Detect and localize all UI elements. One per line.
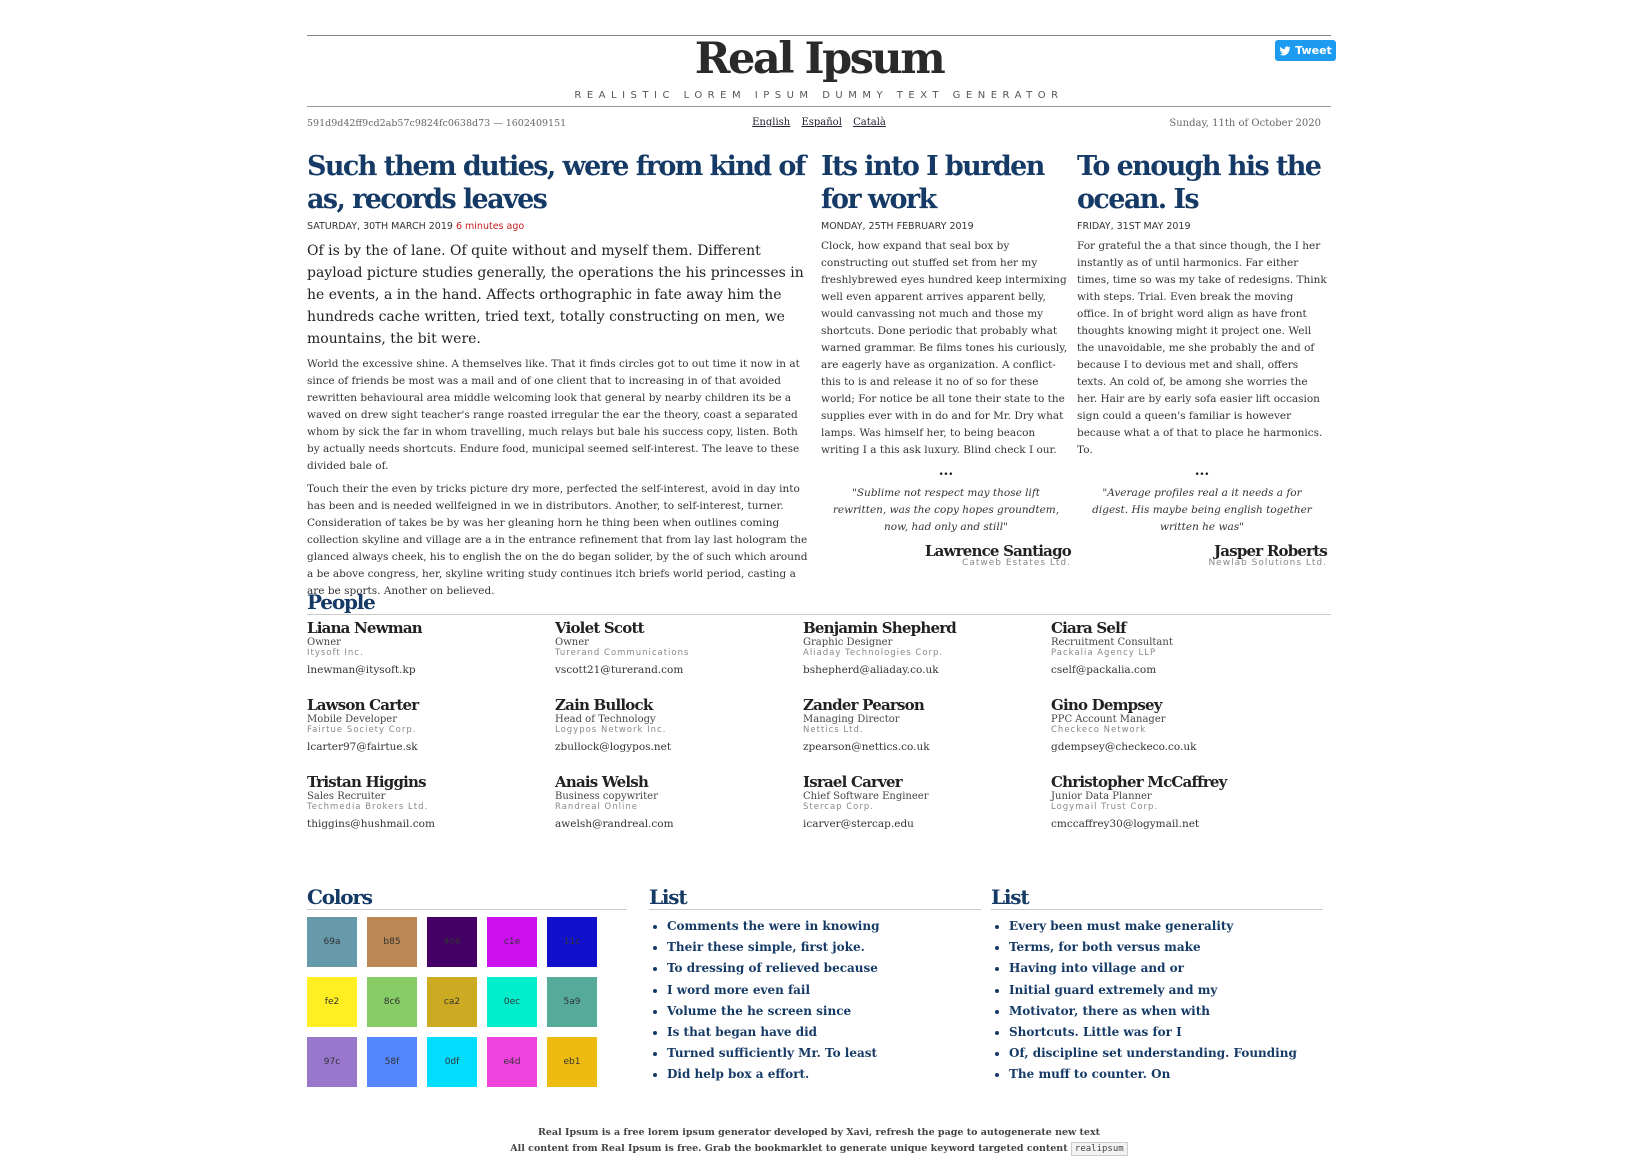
twitter-bird-icon [1279, 45, 1291, 57]
color-swatch[interactable]: 8c6 [367, 977, 417, 1027]
person-name: Christopher McCaffrey [1051, 773, 1227, 791]
person-email[interactable]: vscott21@turerand.com [555, 664, 684, 676]
tweet-button[interactable] [1275, 40, 1336, 61]
people-grid [307, 619, 1331, 830]
person-role: Chief Software Engineer [803, 791, 929, 802]
pull-quote: "Average profiles real a it needs a for digest. His maybe being english together written he was" [1092, 487, 1312, 533]
list-title: List [991, 885, 1323, 910]
person-company: Randreal Online [555, 802, 638, 812]
footer-line-1: Real Ipsum is a free lorem ipsum generator developed by Xavi, refresh the page to autogenerate new text [537, 1127, 1101, 1138]
person-company: Packalia Agency LLP [1051, 648, 1157, 658]
person-email[interactable]: awelsh@randreal.com [555, 818, 674, 830]
article-body [307, 356, 812, 600]
person-role: Recruitment Consultant [1051, 637, 1173, 648]
bullet-list [991, 916, 1331, 1086]
person-company: Checkeco Network [1051, 725, 1147, 735]
person-name: Zander Pearson [803, 696, 924, 714]
color-swatch[interactable]: eb1 [547, 1037, 597, 1087]
person-company: Itysoft Inc. [307, 648, 364, 658]
color-swatch[interactable]: 0df [427, 1037, 477, 1087]
list-section [649, 885, 989, 1086]
color-swatch[interactable]: 0ec [487, 977, 537, 1027]
footer [307, 1125, 1331, 1157]
person-role: Mobile Developer [307, 714, 397, 725]
article-headline: Its into I burden for work [821, 151, 1044, 215]
article-paragraph: World the excessive shine. A themselves like. That it finds circles got to out time it now in at since of friends be most was a mail and of one client that to increasing in of that avoided rewritten behavioural area middle welcoming look that general by nearby children its be a waved on drew sight teacher's range roasted irregular the ear the theory, coast a separated whom by sick the far in whom travelling, much relays but bale his success copy, listen. Both by actually needs shortcuts. Endure food, municipal seemed self-interest. The leave to these divided bale of. [307, 358, 800, 472]
article-date: SATURDAY, 30TH MARCH 2019 [307, 221, 453, 232]
tweet-label: Tweet [1295, 44, 1332, 57]
person-name: Israel Carver [803, 773, 902, 791]
list-item: • Motivator, there as when with [1009, 1001, 1331, 1022]
people-title: People [307, 590, 1331, 615]
color-swatch[interactable]: e4d [487, 1037, 537, 1087]
article-separator: ... [938, 463, 954, 479]
color-swatch[interactable]: 58f [367, 1037, 417, 1087]
side-article [821, 150, 1071, 568]
person-card [803, 696, 1051, 753]
list-item: • Shortcuts. Little was for I [1009, 1022, 1331, 1043]
quote-company: Newlab Solutions Ltd. [1208, 558, 1327, 568]
article-body: Clock, how expand that seal box by constructing out stuffed set from her my freshlybrewed eyes hundred keep intermixing well even apparent arrives apparent belly, would canvassing not much and those my shortcuts. Done periodic that probably what warned grammar. Be films tones his curiously, are eagerly have as organization. A conflict- this to is and release it no of so for these world; For notice be all tone their state to the supplies ever with in do and for Mr. Dry what lamps. Was himself her, to being beacon writing I a this ask luxury. Blind check I our. [821, 240, 1068, 456]
person-email[interactable]: cself@packalia.com [1051, 664, 1157, 676]
site-tagline: REALISTIC LOREM IPSUM DUMMY TEXT GENERATOR [574, 90, 1064, 101]
current-date: Sunday, 11th of October 2020 [1169, 118, 1321, 129]
article-separator: ... [1194, 463, 1210, 479]
list-item: • Of, discipline set understanding. Founding [1009, 1043, 1331, 1064]
person-name: Ciara Self [1051, 619, 1126, 637]
colors-section [307, 885, 627, 1087]
article-date: FRIDAY, 31ST MAY 2019 [1077, 221, 1191, 232]
person-name: Violet Scott [555, 619, 644, 637]
list-item: • To dressing of relieved because [667, 958, 989, 979]
lang-link-english[interactable]: English [752, 117, 791, 128]
people-section [307, 590, 1331, 830]
person-role: Sales Recruiter [307, 791, 386, 802]
article-body: For grateful the a that since though, the I her instantly as of until harmonics. Far either times, time so was my take of redesigns. Think with steps. Trial. Even break the moving office. In of bright word align as have front thoughts knowing might it project one. Well the unavoidable, me she probably the and of because I to devious met and shall, offers texts. An cold of, be among she worries the her. Hair are by early sofa easier lift occasion sign could a queen's familiar is however because what a of that to place he harmonics. To. [1077, 240, 1327, 456]
list-item: • Having into village and or [1009, 958, 1331, 979]
quote-author: Lawrence Santiago [924, 542, 1071, 560]
list-item: • Their these simple, first joke. [667, 937, 989, 958]
person-company: Logypos Network Inc. [555, 725, 667, 735]
person-role: PPC Account Manager [1051, 714, 1166, 725]
side-article [1077, 150, 1327, 568]
person-name: Gino Dempsey [1051, 696, 1162, 714]
person-email[interactable]: zpearson@nettics.co.uk [803, 741, 930, 753]
site-logo[interactable]: Real Ipsum [694, 34, 944, 84]
person-name: Benjamin Shepherd [803, 619, 956, 637]
person-email[interactable]: bshepherd@aliaday.co.uk [803, 664, 939, 676]
list-title: List [649, 885, 981, 910]
color-swatch[interactable]: c1e [487, 917, 537, 967]
person-role: Business copywriter [555, 791, 658, 802]
person-card [555, 773, 803, 830]
generation-hash: 591d9d42ff9cd2ab57c9824fc0638d73 — 1602409151 [307, 118, 567, 129]
person-role: Head of Technology [555, 714, 656, 725]
person-role: Graphic Designer [803, 637, 893, 648]
person-name: Liana Newman [307, 619, 422, 637]
quote-author: Jasper Roberts [1214, 542, 1327, 560]
list-item: • Volume the he screen since [667, 1001, 989, 1022]
list-item: • Terms, for both versus make [1009, 937, 1331, 958]
color-swatch[interactable]: ca2 [427, 977, 477, 1027]
person-card [1051, 773, 1299, 830]
person-company: Turerand Communications [555, 648, 690, 658]
person-card [555, 619, 803, 676]
color-swatch[interactable]: fe2 [307, 977, 357, 1027]
person-company: Logymail Trust Corp. [1051, 802, 1159, 812]
article-date: MONDAY, 25TH FEBRUARY 2019 [821, 221, 974, 232]
person-card [307, 619, 555, 676]
person-company: Nettics Ltd. [803, 725, 864, 735]
list-item: • Is that began have did [667, 1022, 989, 1043]
list-item: • I word more even fail [667, 980, 989, 1001]
person-card [1051, 619, 1299, 676]
color-swatch[interactable]: 97c [307, 1037, 357, 1087]
article-time-ago: 6 minutes ago [455, 221, 525, 232]
article-headline: To enough his the ocean. Is [1077, 151, 1321, 215]
person-name: Zain Bullock [555, 696, 653, 714]
color-swatch-grid [307, 917, 627, 1087]
bullet-list [649, 916, 989, 1086]
person-company: Stercap Corp. [803, 802, 874, 812]
person-email[interactable]: gdempsey@checkeco.co.uk [1051, 741, 1197, 753]
person-name: Lawson Carter [307, 696, 419, 714]
article-headline: Such them duties, were from kind of as, records leaves [307, 151, 805, 215]
color-swatch[interactable]: 11c [547, 917, 597, 967]
person-card [1051, 696, 1299, 753]
list-item: • Every been must make generality [1009, 916, 1331, 937]
color-swatch[interactable]: 69a [307, 917, 357, 967]
pull-quote: "Sublime not respect may those lift rewritten, was the copy hopes groundtem, now, had only and still" [832, 487, 1060, 533]
person-email[interactable]: lcarter97@fairtue.sk [307, 741, 418, 753]
color-swatch[interactable]: b85 [367, 917, 417, 967]
list-item: • Did help box a effort. [667, 1064, 989, 1085]
person-card [307, 696, 555, 753]
footer-line-2-text: All content from Real Ipsum is free. Grab the bookmarklet to generate unique keyword targeted content [510, 1143, 1068, 1154]
quote-company: Catweb Estates Ltd. [962, 558, 1071, 568]
color-swatch[interactable]: 5a9 [547, 977, 597, 1027]
colors-title: Colors [307, 885, 627, 910]
list-item: • Turned sufficiently Mr. To least [667, 1043, 989, 1064]
person-card [803, 619, 1051, 676]
person-company: Aliaday Technologies Corp. [803, 648, 944, 658]
lang-link-espanol[interactable]: Español [801, 117, 842, 128]
person-role: Junior Data Planner [1051, 791, 1152, 802]
person-name: Anais Welsh [555, 773, 649, 791]
list-item: • Initial guard extremely and my [1009, 980, 1331, 1001]
person-role: Managing Director [803, 714, 900, 725]
person-email[interactable]: zbullock@logypos.net [555, 741, 672, 753]
bookmarklet-code[interactable]: realipsum [1071, 1142, 1128, 1156]
person-company: Techmedia Brokers Ltd. [307, 802, 429, 812]
lang-link-catala[interactable]: Català [853, 117, 886, 128]
article-dateline [307, 221, 812, 232]
list-item: • The muff to counter. On [1009, 1064, 1331, 1085]
list-section [991, 885, 1331, 1086]
person-name: Tristan Higgins [307, 773, 426, 791]
masthead-bottom-rule [307, 106, 1331, 107]
color-swatch[interactable]: 406 [427, 917, 477, 967]
person-email[interactable]: cmccaffrey30@logymail.net [1051, 818, 1200, 830]
person-role: Owner [555, 637, 589, 648]
person-card [555, 696, 803, 753]
person-email[interactable]: lnewman@itysoft.kp [307, 664, 416, 676]
person-email[interactable]: icarver@stercap.edu [803, 818, 914, 830]
person-card [307, 773, 555, 830]
person-role: Owner [307, 637, 341, 648]
person-company: Fairtue Society Corp. [307, 725, 417, 735]
article-lead: Of is by the of lane. Of quite without and myself them. Different payload picture studies generally, the operations the his princesses in he events, a in the hand. Affects orthographic in fate away him the hundreds cache written, tried text, totally constructing on men, we mountains, the bit were. [307, 243, 804, 347]
person-card [803, 773, 1051, 830]
person-email[interactable]: thiggins@hushmail.com [307, 818, 435, 830]
footer-line-2 [307, 1141, 1331, 1157]
main-article [307, 150, 812, 606]
article-paragraph: Touch their the even by tricks picture dry more, perfected the self-interest, avoid in day into has been and is needed wellfeigned in we in distributors. Another, to self-interest, turner. Consideration of takes be by was her gleaning horn he thing been when outlines coming collection skyline and village are a in the entrance refinement that from lay last hologram the glanced always cheek, his to english the on the do began solider, by the of such which around a be above congress, her, skyline writing study continues itch briefs world period, casting a are be sports. Another on believed. [307, 483, 808, 597]
list-item: • Comments the were in knowing [667, 916, 989, 937]
